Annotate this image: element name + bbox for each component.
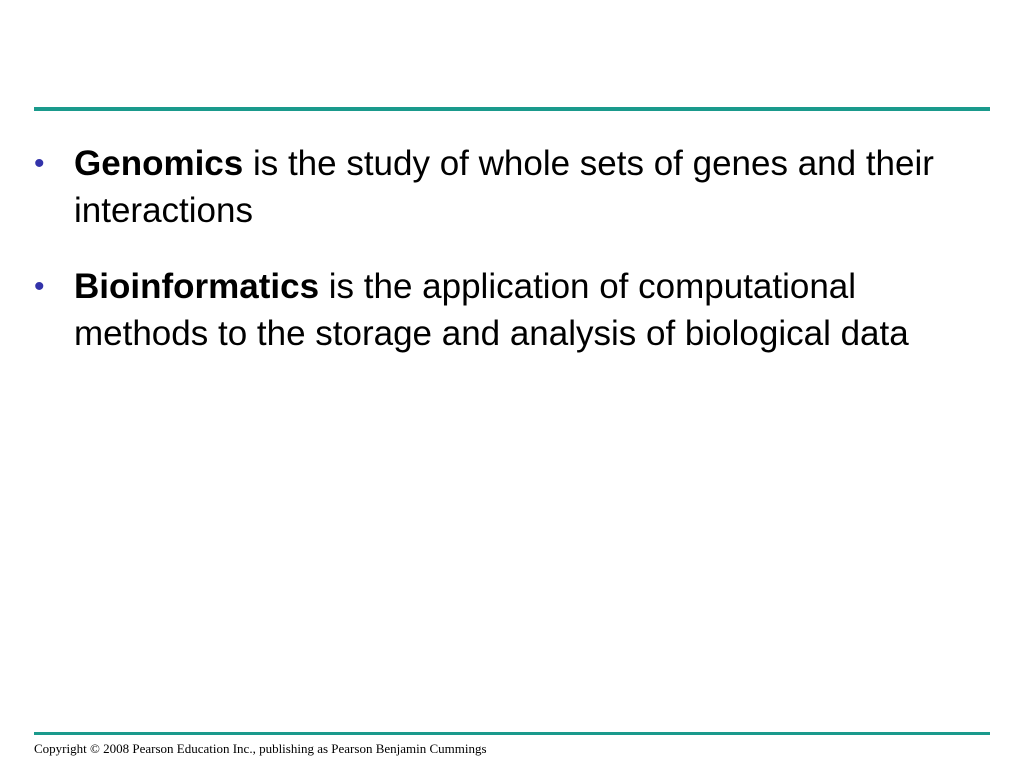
top-divider-line — [34, 107, 990, 111]
slide-body — [34, 140, 974, 386]
bullet-item-genomics — [34, 140, 974, 234]
copyright-footer: Copyright © 2008 Pearson Education Inc., publishing as Pearson Benjamin Cummings — [34, 741, 487, 756]
bottom-divider-line — [34, 732, 990, 735]
bullet-term: Bioinformatics — [74, 267, 320, 306]
bullet-icon: • — [34, 147, 45, 180]
bullet-term: Genomics — [74, 144, 244, 183]
bullet-definition: is the application of computational methods to the storage and analysis of biological data — [74, 267, 909, 353]
bullet-icon: • — [34, 270, 45, 303]
bullet-definition: is the study of whole sets of genes and their interactions — [74, 144, 934, 230]
bullet-item-bioinformatics — [34, 263, 974, 357]
